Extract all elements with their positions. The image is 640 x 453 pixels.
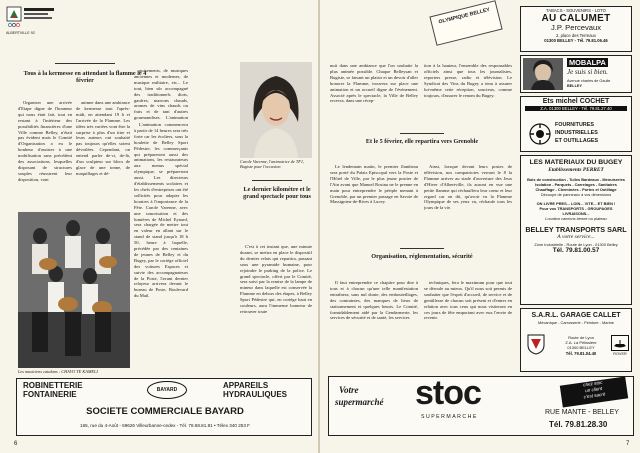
bayard-line2-left: FONTAINERIE [23,390,77,399]
materiaux-l1: Bois de construction - Tuiles Bardeaux - Menuiseries [527,177,625,182]
bayard-address: 165, rue du 4-Août - 69626 Villeurbanne-cedex - Tél. 78.68.81.81 • Télex 340 253 F [80,423,250,428]
stoc-left1: Votre [339,385,359,395]
musicians-photo [18,212,130,368]
woman-portrait-icon [523,58,563,90]
article4-col1 [330,280,418,358]
article1-col3 [134,68,188,120]
article2-col1 [240,244,312,368]
tool-emblem-icon [529,123,551,145]
materiaux-l8: Location camions benne ou plateau [545,216,607,221]
calumet-address: 2, place des Terreaux [556,32,596,38]
materiaux-l6: Pour vos TRANSPORTS - GROUPAGES [539,206,613,211]
olympic-logo [6,6,56,35]
article4-col2 [424,280,512,358]
article1-col4-text: L'animation commencera à partir de 14 heures sera très forte car les écoliers, sous la houlette de Belley Sport Pédestre, les commerçants qui prépareront aussi des animations, les restaurateurs aux menus spécial olympique, se prépareront aussi. Les directeurs d'établissements scolaires et les chefs d'entreprises ont été sollicités pour adapter les horaires à l'importance de la Fête. Carole Varenne, avec une sonorisation et des lumières de Michel Eynard, sera chargée de mettre tout en valeur en allant sur le stand de stand jusqu'à 18 h 50, heure à laquelle, précédée par des centaines de jeunes de Belley et du Bugey, par le cortège officiel des voitures Espaces et suivie des accompagnateurs de la Poste, l'avant dernier relayeur arrivera devant le bureau de Poste, Boulevard du Mail. [134,122,188,299]
calumet-city: 01300 BELLEY - Tél. 79.81.06.46 [544,37,608,43]
article4-col2-text: techniques, fera le maximum pour que tout se déroule au mieux. Qu'il nous soit permis de souhaiter que l'esprit d'accueil, de service et de gentillesse de chacun soit présent et d'entrer en relation avec tous ceux qui nous visiteront en ces jours de fête emportant avec eux l'envie de revenir. [424,280,512,321]
stoc-badge3: c'est sacré [583,391,606,400]
au-calumet-ad [520,6,632,52]
stoc-tel: Tél. 79.81.28.30 [549,420,608,429]
cochet-ad [520,96,632,152]
transports-address: Zone Industrielle - Route de Lyon - 01300 Belley [534,242,618,247]
logo-text: ALBERTVILLE 92 [6,31,35,35]
portrait-icon [240,62,312,158]
garage-callet-ad [520,308,632,372]
transports-tel: Tél. 79.81.00.57 [552,247,600,254]
mobalpa-brand: MOBALPA [569,58,606,67]
page-number-left: 6 [14,441,18,447]
bayard-ad [16,378,312,436]
materiaux-l2: Isolation - Parquets - Carrelages - Sanitaires [535,182,617,187]
article2-title: Le dernier kilomètre et le grand spectacle pour tous [243,186,311,201]
stoc-badge2: un client [584,385,603,394]
belley-transports: BELLEY TRANSPORTS SARL [525,225,627,234]
mobalpa-sub2: BELLEY [567,84,582,88]
stoc-brand: stoc [415,374,481,412]
mobalpa-slogan: Je suis si bien. [567,68,608,76]
article3-col2 [424,164,512,230]
callet-a1: Route de Lyon [568,335,594,340]
article1-col4 [134,122,188,368]
materiaux-bugey-ad [520,155,632,305]
cochet-line1: FOURNITURES [555,122,594,128]
article1-col1 [18,100,72,212]
intro-col1 [330,63,418,133]
intro-col1-text: nuit dans une ambiance que l'on souhaite la plus animée possible. Chaque Belleysan et Bugiste, se faisant un plaisir et un devoir d'aller honorer la Flamme, trouvera sur place une animation et un accueil digne de l'événement. Associé après le spectacle, la Ville de Belley recevra, dans une récep- [330,63,418,104]
materiaux-l7: LIVRAISONS... [562,211,590,216]
article1-col2-text: animer dans une ambiance de kermesse tout l'après-midi, en attendant 19 h et l'arrivée de la Flamme. Les idées très variées vont être la surprise à plus d'un titre et leurs auteurs ont souhaité pas toujours qu'elles soient dévoilées. Cependant, on entend parler de-ci, de-là, d'un sculpteur sur blocs de glace de une tonne, de maquillages et dé- [76,100,130,176]
right-page [320,0,640,453]
bayard-line2-right: HYDRAULIQUES [223,390,288,399]
mobalpa-sub1: Avenue charles de Gaulle [567,79,611,83]
cochet-city: Z.A. 01300 BELLEY - Tél. 79.81.27.40 [525,106,627,111]
mobalpa-photo [523,58,563,90]
article1-title: Tous à la kermesse en attendant la flamme le 4 février [23,70,147,85]
musicians-silhouette-icon [18,212,130,368]
materiaux-subtitle: Etablissements PERRET [548,167,604,173]
cochet-line2: INDUSTRIELLES [555,130,598,136]
bayard-line1-left: ROBINETTERIE [23,381,83,390]
article3-rule [400,133,444,134]
musicians-caption: Les musiciens catalans : CHAVO TE KAMELI [18,369,98,374]
callet-brand-logo [611,335,629,351]
stoc-badge [560,377,628,408]
article1-rule [55,63,115,64]
article4-rule [400,248,444,249]
materiaux-title: LES MATERIAUX DU BUGEY [529,159,623,166]
stoc-sub: SUPERMARCHE [421,414,478,420]
page-number-right: 7 [626,441,630,447]
stoc-left2: supermarché [335,397,384,407]
car-brand-shield-icon [527,333,545,355]
callet-brand: ROVER [613,352,627,356]
cochet-line3: ET OUTILLAGES [555,138,599,144]
callet-a3: 01300 BELLEY [567,345,595,350]
carole-varenne-photo [240,62,312,158]
callet-tel: Tél. 79.81.04.40 [565,351,597,356]
article1-col3-text: guisements, de musiques anciennes et modernes, de musique militaire, etc... Le tout, bien sûr accompagné des traditionnels diots, gaufres, marrons chauds, aromes de vins chauds ou frais et de tant d'autres gourmandises. L'animation [134,68,188,120]
cochet-logo [529,123,551,150]
article1-col2 [76,100,130,212]
callet-emblem [527,333,545,360]
stoc-address: RUE MANTE - BELLEY [545,409,619,416]
article3-title: Et le 5 février, elle repartira vers Grenoble [365,138,479,145]
article2-col1-text: C'est à cet instant que, une minute durant, se mettra en place le dispositif du dernier relais qui repartira, passant sous une pyramide humaine, pour rejoindre le parking de la police. Le grand spectacle, offert par le Comité, sera suivi par la remise de la lampe de mineur dans laquelle est conservée la Flamme en dehors des étapes, à Belley Sport Pédestre qui, en cortège haut en couleurs, aura l'immense honneur de retrouver toute [240,244,312,314]
viking-ship-icon [612,339,628,349]
article3-col1 [330,164,418,230]
stoc-badge1: chez stoc [582,379,603,388]
intro-col2 [424,63,512,133]
callet-sub: Mécanique - Carrosserie - Peinture - Marine [538,320,614,325]
left-page [0,0,318,453]
bayard-company: SOCIETE COMMERCIALE BAYARD [86,406,244,417]
olympic-emblem-icon [6,6,56,28]
bayard-logo [147,381,187,399]
carole-varenne-caption: Carole Varenne, l'animatrice de TF1, Bugiste pour l'occasion [240,159,305,169]
stoc-ad [328,376,634,436]
callet-title: S.A.R.L. GARAGE CALLET [531,312,621,319]
callet-a2: Z.A. La Pélissière [565,340,597,345]
article4-col1-text: Il faut entreprendre ce chapitre pour dire à tous et à chacun qu'une telle manifestation entraînera, sans nul doute, des embouteillages, des contraintes, des manques de lieux de stationnement et quelques heurts. Le Comité, formidablement aidé par la Gendarmerie, les services de sécurité et de santé, les services [330,280,418,321]
article2-rule [252,180,302,181]
bayard-logo-text: BAYARD [156,387,178,393]
article1-col1-text: Organiser une arrivée d'Etape digne de l'honneur qui nous était fait, tout en restant à l'intérieur des possibilités financières d'une Ville comme Belley, n'était pas évident mais le Comité d'Organisation a eu le bonheur d'assister à une mobilisation sans précédent des associations, lesquelles disposant de structures souples réussirent leur disposition, vont [18,100,72,182]
article4-title: Organisation, réglementation, sécurité [371,253,473,260]
calumet-header: TABACS - SOUVENIRS - LOTO [546,8,606,13]
materiaux-l3: Chauffage - Cheminées - Portes et Outillage [535,187,617,192]
materiaux-l4: Découpe de panneaux à vos dimensions [540,192,612,197]
cochet-title: Ets michel COCHET [542,98,610,105]
materiaux-l5: ON LIVRE PRES... LOIN... VITE... ET BIEN ! [536,201,616,206]
stamp-text: OLYMPIQUE BELLEY [438,6,491,26]
calumet-owner: J.P. Percevaux [550,23,602,32]
intro-col2-text: tion à la hauteur, l'ensemble des responsables officiels ainsi que tous les journalistes, reporters presse, radio et télévision. Le Syndicat des Vins du Bugey a tenu à assurer lui-même cette réception, soucieux, comme toujours, d'assurer le renom du Bugey. [424,63,512,98]
bayard-line1-right: APPAREILS [223,381,269,390]
transports-service: A votre service... [557,234,595,240]
mobalpa-ad [520,55,632,93]
calumet-title: AU CALUMET [541,13,611,24]
materiaux-list [521,177,631,221]
article3-col1-text: Le lendemain matin, le premier flambeau sera porté du Palais Episcopal vers la Poste et l'Hôtel de Ville, par le plus jeune postier de l'Ain avant que Manuel Rosina ne le prenne en main pour entreprendre le périple menant à Grenoble, par un premier passage en Savoie de Massignieu-de-Rives à Lucey. [330,164,418,205]
olympique-belley-stamp [429,0,502,46]
article3-col2-text: Ainsi, lorsque devant leurs postes de télévision, nos compatriotes verront le 8 la Flamme arriver au stade d'ouverture des Jeux d'Hiver d'Albertville, ils auront en vue une petite flamme qui réchauffera leur coeur et leur regard car on dit, qu'avoir vu la Flamme Olympique de ses yeux vu, réchaufe tous les jours de la vie. [424,164,512,211]
